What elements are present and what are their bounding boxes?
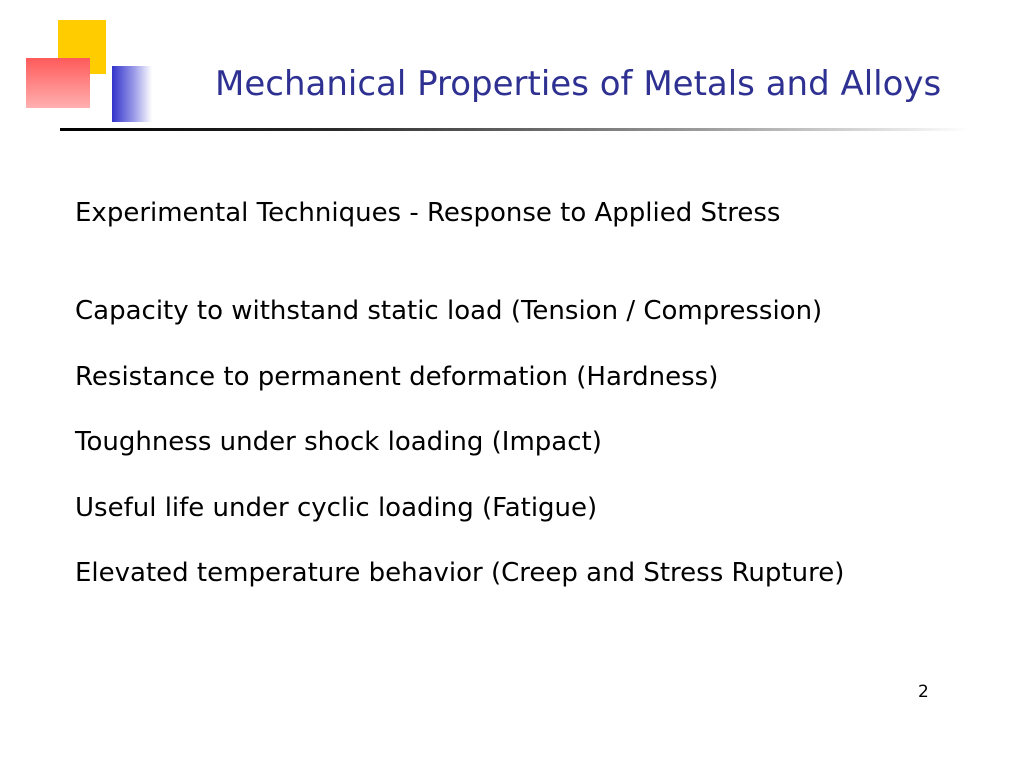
list-item: Useful life under cyclic loading (Fatigue) xyxy=(75,492,598,523)
decorative-red-square xyxy=(26,58,90,108)
list-item: Elevated temperature behavior (Creep and Stress Rupture) xyxy=(75,558,845,588)
decorative-blue-square xyxy=(112,66,152,122)
properties-list xyxy=(75,290,844,618)
page-number: 2 xyxy=(918,682,929,702)
slide-title: Mechanical Properties of Metals and Alloys xyxy=(215,64,942,104)
title-divider xyxy=(60,128,970,131)
slide-subheading: Experimental Techniques - Response to Applied Stress xyxy=(75,198,781,228)
list-item: Resistance to permanent deformation (Hardness) xyxy=(75,361,719,392)
list-item: Capacity to withstand static load (Tension / Compression) xyxy=(75,296,823,326)
list-item: Toughness under shock loading (Impact) xyxy=(75,427,602,457)
